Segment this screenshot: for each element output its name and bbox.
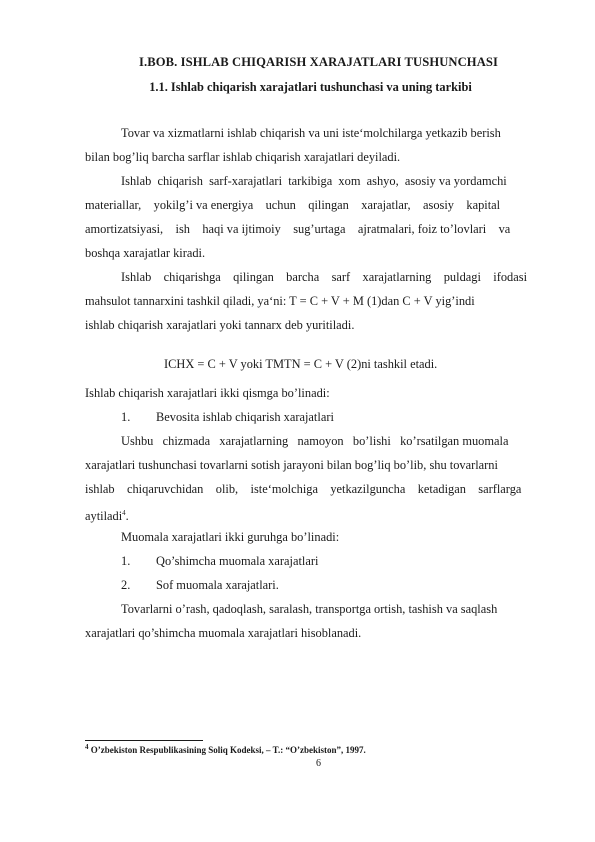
footnote-mark: 4 bbox=[85, 743, 89, 751]
page-number: 6 bbox=[316, 758, 321, 769]
footnote-text: O’zbekiston Respublikasining Soliq Kodeksi, – T.: “O’zbekiston”, 1997. bbox=[88, 745, 366, 755]
list-item: Bevosita ishlab chiqarish xarajatlari bbox=[156, 410, 334, 424]
paragraph-line: Tovar va xizmatlarni ishlab chiqarish va uni iste‘molchilarga yetkazib berish bbox=[121, 126, 501, 140]
paragraph-line: mahsulot tannarxini tashkil qiladi, ya‘ni: T = C + V + M (1)dan C + V yig’indi bbox=[85, 294, 475, 308]
paragraph-line: Tovarlarni o’rash, qadoqlash, saralash, transportga ortish, tashish va saqlash bbox=[121, 602, 498, 616]
list-number: 2. bbox=[121, 578, 131, 592]
list-number: 1. bbox=[121, 554, 131, 568]
footnote-separator bbox=[85, 740, 203, 741]
paragraph-text: aytiladi bbox=[85, 509, 123, 524]
footnote-reference: 4 bbox=[122, 509, 126, 517]
chapter-heading: I.BOB. ISHLAB CHIQARISH XARAJATLARI TUSHUNCHASI bbox=[138, 55, 499, 69]
paragraph-line: xarajatlari qo’shimcha muomala xarajatlari hisoblanadi. bbox=[85, 626, 362, 640]
list-item: Sof muomala xarajatlari. bbox=[156, 578, 279, 592]
paragraph-line: Ishlab chiqarish xarajatlari ikki qismga bo’linadi: bbox=[85, 386, 330, 400]
formula-line: ICHX = C + V yoki TMTN = C + V (2)ni tashkil etadi. bbox=[164, 357, 438, 371]
list-item: Qo’shimcha muomala xarajatlari bbox=[156, 554, 319, 568]
paragraph-line: Muomala xarajatlari ikki guruhga bo’linadi: bbox=[121, 530, 340, 544]
footnote bbox=[85, 743, 366, 755]
list-number: 1. bbox=[121, 410, 131, 424]
paragraph-line: xarajatlari tushunchasi tovarlarni sotish jarayoni bilan bog’liq bo’lib, shu tovarlarni bbox=[85, 458, 498, 472]
paragraph-line: boshqa xarajatlar kiradi. bbox=[85, 246, 206, 260]
paragraph-line bbox=[85, 506, 129, 524]
paragraph-text: . bbox=[125, 509, 129, 524]
paragraph-line: materiallar, yokilg’i va energiya uchun qilingan xarajatlar, asosiy kapital bbox=[85, 198, 501, 212]
paragraph-line: amortizatsiyasi, ish haqi va ijtimoiy sug’urtaga ajratmalari, foiz to’lovlari va bbox=[85, 222, 511, 236]
paragraph-line: ishlab chiqarish xarajatlari yoki tannarx deb yuritiladi. bbox=[85, 318, 355, 332]
paragraph-line: Ushbu chizmada xarajatlarning namoyon bo’lishi ko’rsatilgan muomala bbox=[121, 434, 509, 448]
paragraph-line: bilan bog’liq barcha sarflar ishlab chiqarish xarajatlari deyiladi. bbox=[85, 150, 401, 164]
paragraph-line: Ishlab chiqarish sarf-xarajatlari tarkibiga xom ashyo, asosiy va yordamchi bbox=[121, 174, 507, 188]
paragraph-line: Ishlab chiqarishga qilingan barcha sarf xarajatlarning puldagi ifodasi bbox=[121, 270, 528, 284]
paragraph-line: ishlab chiqaruvchidan olib, iste‘molchiga yetkazilguncha ketadigan sarflarga bbox=[85, 482, 522, 496]
section-heading: 1.1. Ishlab chiqarish xarajatlari tushunchasi va uning tarkibi bbox=[149, 80, 472, 94]
